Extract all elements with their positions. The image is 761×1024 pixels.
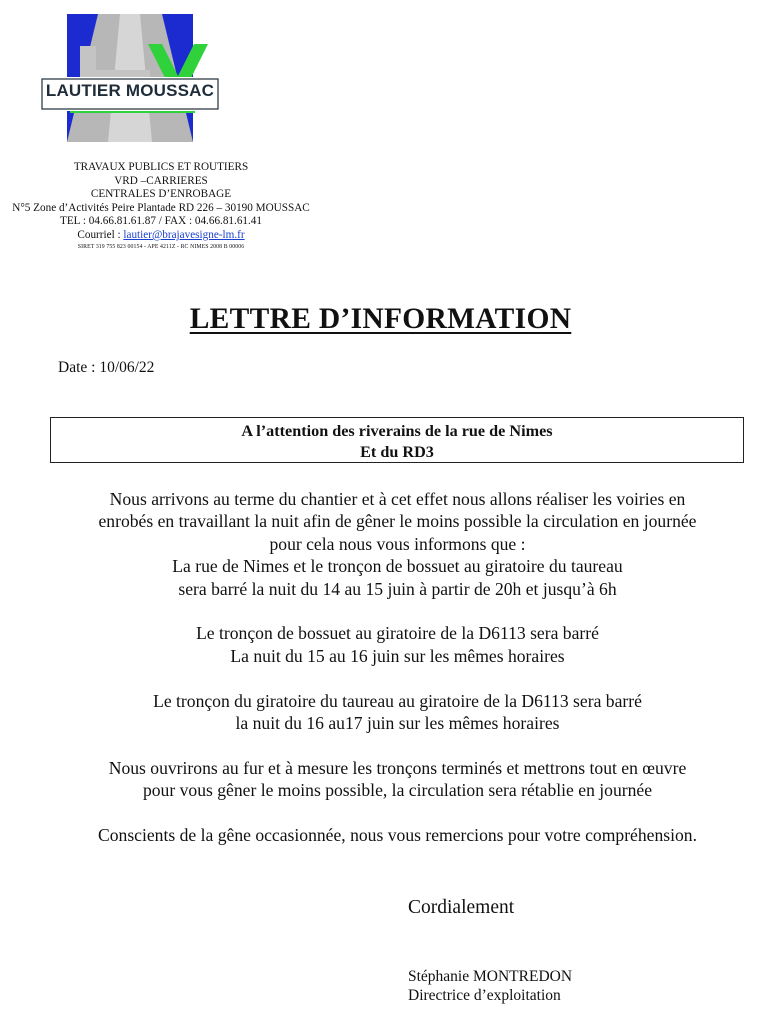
signer-role: Directrice d’exploitation [408, 987, 561, 1004]
text-line: pour vous gêner le moins possible, la circulation sera rétablie en journée [142, 780, 653, 801]
paragraph-5 [0, 824, 761, 846]
paragraph-2 [0, 622, 761, 667]
company-email-line [0, 229, 322, 243]
attention-line-2: Et du RD3 [360, 443, 434, 461]
company-address: N°5 Zone d’Activités Peire Plantade RD 226 – 30190 MOUSSAC [12, 201, 310, 214]
paragraph-4 [0, 757, 761, 802]
text-line: La rue de Nimes et le tronçon de bossuet au giratoire du taureau [172, 556, 623, 577]
logo-name: LAUTIER MOUSSAC [45, 81, 215, 100]
text-line: la nuit du 16 au17 juin sur les mêmes horaires [235, 713, 560, 734]
company-legal: SIRET 319 755 823 00154 - APE 4211Z - RC NIMES 2008 B 00006 [77, 243, 245, 250]
text-line: sera barré la nuit du 14 au 15 juin à partir de 20h et jusqu’à 6h [178, 578, 617, 599]
text-line: Conscients de la gêne occasionnée, nous vous remercions pour votre compréhension. [98, 825, 697, 846]
text-line: Nous ouvrirons au fur et à mesure les tronçons terminés et mettrons tout en œuvre [108, 757, 687, 778]
company-logo [40, 14, 220, 144]
paragraph-1 [0, 488, 761, 600]
text-line: Le tronçon du giratoire du taureau au giratoire de la D6113 sera barré [153, 690, 642, 711]
text-line: La nuit du 15 au 16 juin sur les mêmes horaires [230, 645, 565, 666]
email-link[interactable]: lautier@brajavesigne-lm.fr [123, 228, 245, 241]
signature-block [408, 967, 572, 1005]
company-phone: TEL : 04.66.81.61.87 / FAX : 04.66.81.61.41 [60, 215, 262, 228]
email-label: Courriel : [77, 228, 124, 241]
company-activity-2: VRD –CARRIERES [114, 174, 208, 187]
attention-box [50, 417, 744, 463]
text-line: Nous arrivons au terme du chantier et à cet effet nous allons réaliser les voiries en [109, 489, 686, 509]
company-info [0, 161, 322, 251]
text-line: pour cela nous vous informons que : [269, 533, 526, 554]
text-line: enrobés en travaillant la nuit afin de gêner le moins possible la circulation en journée [98, 511, 697, 532]
closing-salutation: Cordialement [408, 897, 515, 918]
company-activity-3: CENTRALES D’ENROBAGE [90, 188, 232, 201]
paragraph-3 [0, 690, 761, 735]
page-title: LETTRE D’INFORMATION [189, 303, 572, 335]
attention-line-1: A l’attention des riverains de la rue de Nimes [241, 422, 553, 440]
letter-body [0, 488, 761, 869]
company-activity-1: TRAVAUX PUBLICS ET ROUTIERS [73, 161, 249, 173]
text-line: Le tronçon de bossuet au giratoire de la D6113 sera barré [196, 623, 599, 644]
letter-date: Date : 10/06/22 [58, 359, 155, 376]
signer-name: Stéphanie MONTREDON [408, 968, 573, 985]
